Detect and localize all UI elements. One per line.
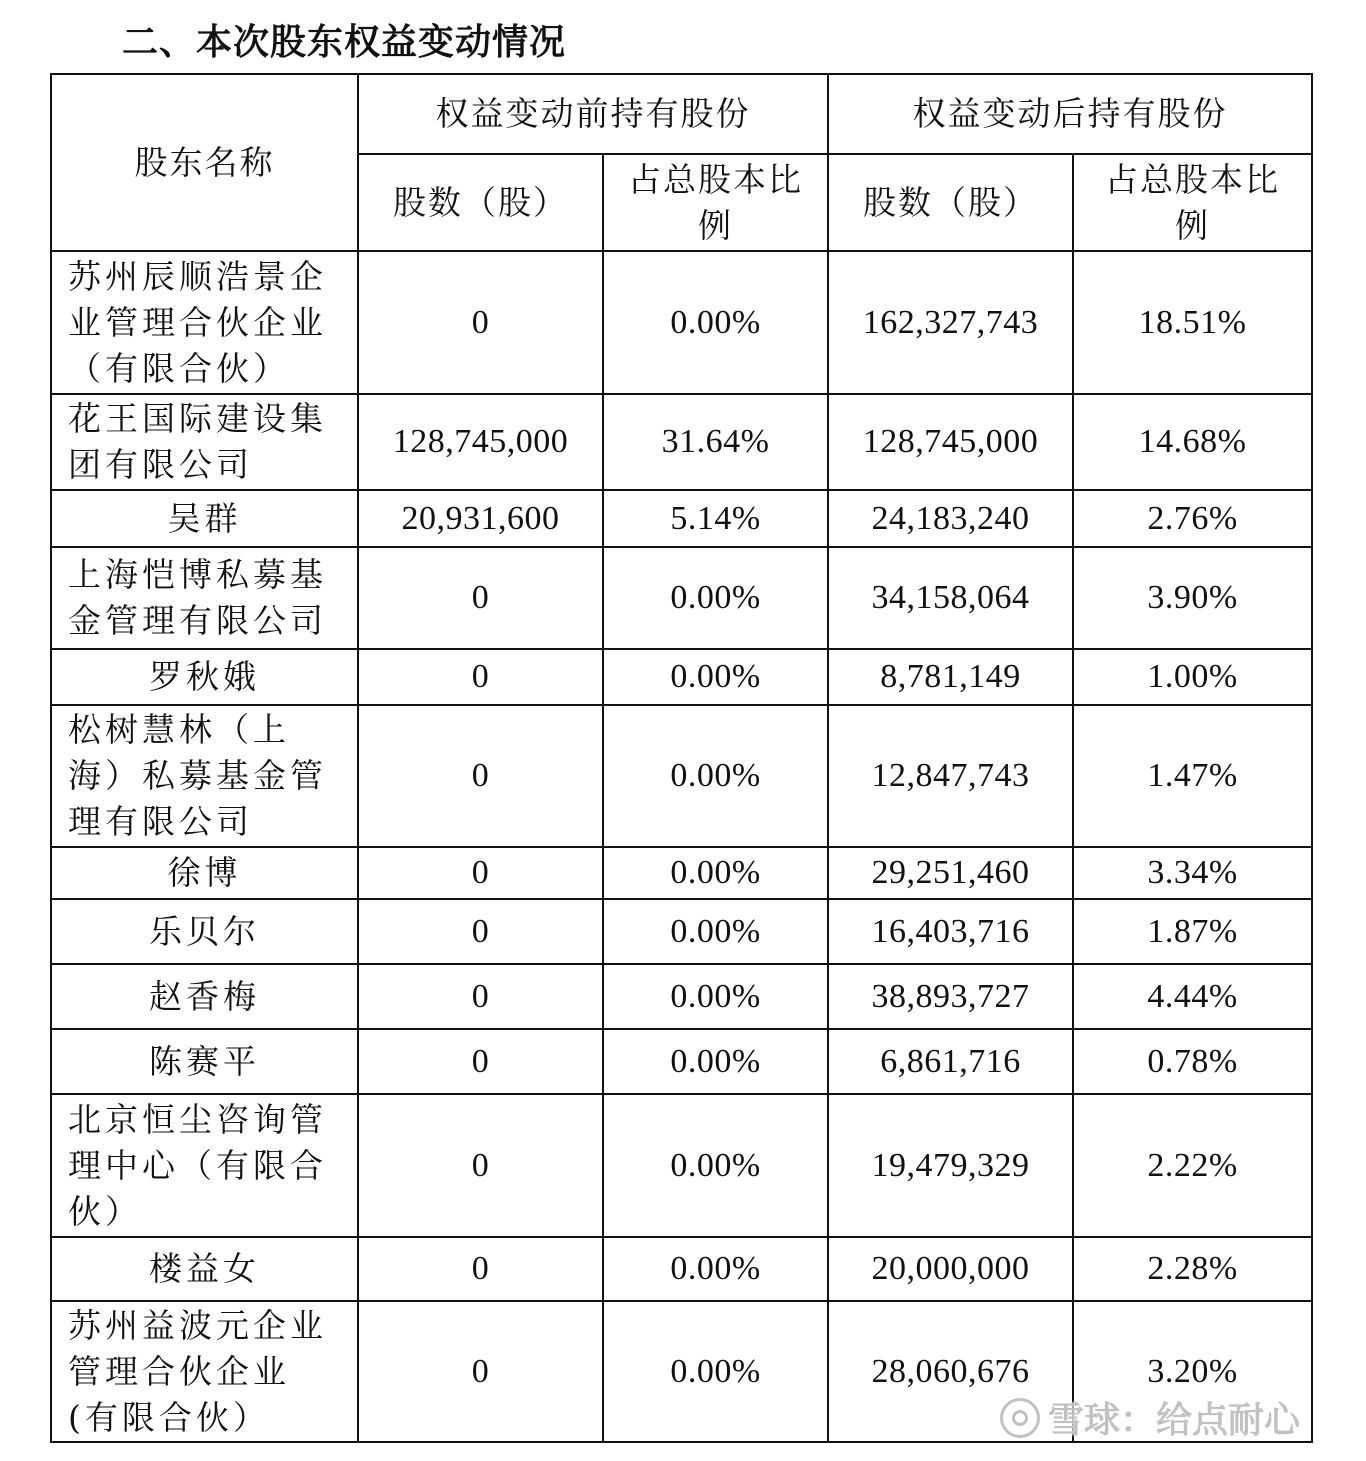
after-shares-cell: 24,183,240 <box>828 490 1073 547</box>
after-ratio-cell: 3.90% <box>1073 547 1312 649</box>
shareholder-name-cell: 乐贝尔 <box>51 899 358 964</box>
after-ratio-cell: 3.20% <box>1073 1301 1312 1442</box>
table-row <box>51 1029 1312 1094</box>
shareholder-name-cell: 苏州益波元企业管理合伙企业(有限合伙） <box>51 1301 358 1442</box>
shareholder-name-cell: 陈赛平 <box>51 1029 358 1094</box>
shareholder-name-cell: 花王国际建设集团有限公司 <box>51 394 358 490</box>
after-shares-cell: 128,745,000 <box>828 394 1073 490</box>
section-title: 二、本次股东权益变动情况 <box>122 22 567 63</box>
after-ratio-cell: 1.00% <box>1073 649 1312 705</box>
snowball-logo-icon <box>1000 1398 1040 1438</box>
shareholder-name-cell: 北京恒尘咨询管理中心（有限合伙） <box>51 1094 358 1237</box>
before-shares-cell: 20,931,600 <box>358 490 603 547</box>
after-shares-cell: 38,893,727 <box>828 964 1073 1029</box>
after-ratio-cell: 2.22% <box>1073 1094 1312 1237</box>
shareholder-name-cell: 楼益女 <box>51 1237 358 1301</box>
before-ratio-cell: 0.00% <box>603 1094 828 1237</box>
after-ratio-cell: 1.87% <box>1073 899 1312 964</box>
header-after-shares: 股数（股） <box>828 154 1073 251</box>
after-ratio-cell: 2.28% <box>1073 1237 1312 1301</box>
shareholder-name-cell: 罗秋娥 <box>51 649 358 705</box>
header-before-shares: 股数（股） <box>358 154 603 251</box>
shareholder-equity-table <box>50 73 1313 1443</box>
table-row <box>51 964 1312 1029</box>
header-before-group: 权益变动前持有股份 <box>358 74 828 154</box>
before-ratio-cell: 0.00% <box>603 251 828 394</box>
before-shares-cell: 0 <box>358 1029 603 1094</box>
header-shareholder-name: 股东名称 <box>51 74 358 251</box>
shareholder-name-cell: 徐博 <box>51 847 358 899</box>
table-row <box>51 547 1312 649</box>
before-ratio-cell: 0.00% <box>603 705 828 847</box>
before-ratio-cell: 5.14% <box>603 490 828 547</box>
after-ratio-cell: 3.34% <box>1073 847 1312 899</box>
after-shares-cell: 28,060,676 <box>828 1301 1073 1442</box>
table-row <box>51 899 1312 964</box>
before-shares-cell: 0 <box>358 847 603 899</box>
table-row <box>51 1237 1312 1301</box>
before-shares-cell: 0 <box>358 705 603 847</box>
before-ratio-cell: 0.00% <box>603 1029 828 1094</box>
before-shares-cell: 0 <box>358 1237 603 1301</box>
after-ratio-cell: 2.76% <box>1073 490 1312 547</box>
shareholder-name-cell: 松树慧林（上海）私募基金管理有限公司 <box>51 705 358 847</box>
header-after-ratio: 占总股本比例 <box>1073 154 1312 251</box>
table-row <box>51 649 1312 705</box>
table-row <box>51 490 1312 547</box>
before-shares-cell: 0 <box>358 251 603 394</box>
after-shares-cell: 12,847,743 <box>828 705 1073 847</box>
before-ratio-cell: 0.00% <box>603 899 828 964</box>
before-ratio-cell: 0.00% <box>603 649 828 705</box>
before-ratio-cell: 0.00% <box>603 547 828 649</box>
before-ratio-cell: 31.64% <box>603 394 828 490</box>
before-ratio-cell: 0.00% <box>603 1237 828 1301</box>
after-shares-cell: 34,158,064 <box>828 547 1073 649</box>
shareholder-name-cell: 赵香梅 <box>51 964 358 1029</box>
after-shares-cell: 162,327,743 <box>828 251 1073 394</box>
after-shares-cell: 29,251,460 <box>828 847 1073 899</box>
before-shares-cell: 0 <box>358 1301 603 1442</box>
before-ratio-cell: 0.00% <box>603 1301 828 1442</box>
watermark <box>1000 1392 1300 1443</box>
table-row <box>51 251 1312 394</box>
before-shares-cell: 0 <box>358 964 603 1029</box>
before-ratio-cell: 0.00% <box>603 847 828 899</box>
after-ratio-cell: 18.51% <box>1073 251 1312 394</box>
table-row <box>51 705 1312 847</box>
after-ratio-cell: 4.44% <box>1073 964 1312 1029</box>
after-shares-cell: 8,781,149 <box>828 649 1073 705</box>
shareholder-name-cell: 苏州辰顺浩景企业管理合伙企业（有限合伙） <box>51 251 358 394</box>
after-shares-cell: 16,403,716 <box>828 899 1073 964</box>
after-shares-cell: 6,861,716 <box>828 1029 1073 1094</box>
before-shares-cell: 0 <box>358 899 603 964</box>
table-row <box>51 394 1312 490</box>
after-shares-cell: 20,000,000 <box>828 1237 1073 1301</box>
watermark-text: 雪球：给点耐心 <box>1048 1400 1301 1441</box>
after-shares-cell: 19,479,329 <box>828 1094 1073 1237</box>
after-ratio-cell: 14.68% <box>1073 394 1312 490</box>
header-before-ratio: 占总股本比例 <box>603 154 828 251</box>
header-after-group: 权益变动后持有股份 <box>828 74 1312 154</box>
before-shares-cell: 0 <box>358 1094 603 1237</box>
after-ratio-cell: 0.78% <box>1073 1029 1312 1094</box>
before-shares-cell: 0 <box>358 547 603 649</box>
after-ratio-cell: 1.47% <box>1073 705 1312 847</box>
shareholder-name-cell: 吴群 <box>51 490 358 547</box>
shareholder-name-cell: 上海恺博私募基金管理有限公司 <box>51 547 358 649</box>
table-row <box>51 1094 1312 1237</box>
before-ratio-cell: 0.00% <box>603 964 828 1029</box>
before-shares-cell: 128,745,000 <box>358 394 603 490</box>
before-shares-cell: 0 <box>358 649 603 705</box>
table-row <box>51 847 1312 899</box>
